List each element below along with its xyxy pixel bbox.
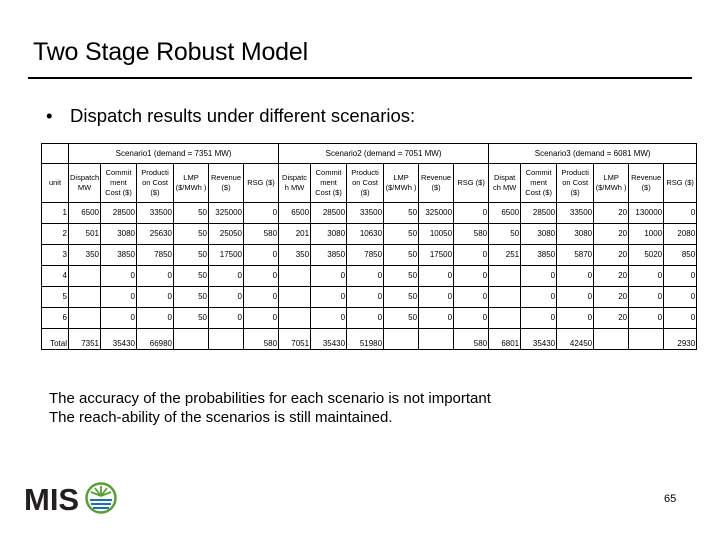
- unit-cell: 1: [42, 203, 69, 224]
- table-cell: 10050: [419, 224, 454, 245]
- table-cell: 35430: [311, 329, 347, 350]
- table-cell: 50: [384, 224, 419, 245]
- table-cell: [419, 329, 454, 350]
- footnote-line-2: The reach-ability of the scenarios is still maintained.: [49, 409, 393, 426]
- col-header: Dispatch MW: [69, 164, 101, 203]
- scenario-2-header: Scenario2 (demand = 7051 MW): [279, 144, 489, 164]
- table-cell: 20: [594, 308, 629, 329]
- unit-cell: 5: [42, 287, 69, 308]
- table-cell: 6801: [489, 329, 521, 350]
- table-cell: 3080: [101, 224, 137, 245]
- unit-cell: 4: [42, 266, 69, 287]
- col-header: LMP ($/MWh ): [384, 164, 419, 203]
- table-cell: 0: [664, 308, 697, 329]
- table-cell: 0: [557, 287, 594, 308]
- table-cell: 325000: [209, 203, 244, 224]
- footnote-line-1: The accuracy of the probabilities for each scenario is not important: [49, 390, 491, 407]
- table-cell: 0: [137, 308, 174, 329]
- table-cell: 325000: [419, 203, 454, 224]
- table-cell: 0: [311, 287, 347, 308]
- corner-cell: [42, 144, 69, 164]
- table-cell: 850: [664, 245, 697, 266]
- table-cell: 2080: [664, 224, 697, 245]
- col-header: Dispatc h MW: [279, 164, 311, 203]
- table-cell: 20: [594, 287, 629, 308]
- table-row: [42, 287, 697, 308]
- table-cell: 0: [664, 266, 697, 287]
- table-cell: [279, 308, 311, 329]
- table-cell: 50: [174, 203, 209, 224]
- table-row: [42, 245, 697, 266]
- table-cell: 0: [419, 266, 454, 287]
- table-cell: 0: [101, 287, 137, 308]
- table-cell: 0: [521, 308, 557, 329]
- table-cell: 0: [629, 308, 664, 329]
- table-cell: 0: [454, 266, 489, 287]
- table-cell: 50: [384, 245, 419, 266]
- table-cell: 33500: [347, 203, 384, 224]
- table-row: [42, 203, 697, 224]
- table-cell: 0: [664, 203, 697, 224]
- table-cell: 5020: [629, 245, 664, 266]
- table-cell: 0: [244, 266, 279, 287]
- bullet-text: Dispatch results under different scenarios:: [70, 105, 416, 126]
- scenario-1-header: Scenario1 (demand = 7351 MW): [69, 144, 279, 164]
- table-cell: 66980: [137, 329, 174, 350]
- col-header: Dispat ch MW: [489, 164, 521, 203]
- col-header: Commit ment Cost ($): [101, 164, 137, 203]
- table-cell: 2930: [664, 329, 697, 350]
- col-header: Commit ment Cost ($): [311, 164, 347, 203]
- table-cell: 1000: [629, 224, 664, 245]
- miso-logo: [24, 478, 120, 516]
- table-cell: 25630: [137, 224, 174, 245]
- table-cell: 17500: [419, 245, 454, 266]
- table-cell: 20: [594, 266, 629, 287]
- table-cell: 0: [347, 266, 384, 287]
- table-cell: 50: [174, 245, 209, 266]
- bullet-item: [46, 105, 415, 127]
- table-cell: [174, 329, 209, 350]
- table-row: [42, 329, 697, 350]
- table-cell: 0: [521, 287, 557, 308]
- col-header: Revenue ($): [629, 164, 664, 203]
- table-row: [42, 308, 697, 329]
- table-cell: 0: [419, 287, 454, 308]
- logo-sun-icon: [87, 484, 116, 513]
- table-cell: 0: [209, 287, 244, 308]
- table-cell: 5870: [557, 245, 594, 266]
- table-cell: 3850: [521, 245, 557, 266]
- table-cell: 3080: [311, 224, 347, 245]
- scenario-3-header: Scenario3 (demand = 6081 MW): [489, 144, 697, 164]
- table-cell: 20: [594, 203, 629, 224]
- table-cell: 0: [664, 287, 697, 308]
- table-cell: 28500: [521, 203, 557, 224]
- unit-header: unit: [42, 164, 69, 203]
- table-cell: 50: [384, 287, 419, 308]
- unit-cell: 2: [42, 224, 69, 245]
- col-header: RSG ($): [454, 164, 489, 203]
- table-cell: 50: [174, 308, 209, 329]
- table-cell: [489, 266, 521, 287]
- table-cell: 50: [384, 203, 419, 224]
- table-cell: 7850: [137, 245, 174, 266]
- table-cell: 51980: [347, 329, 384, 350]
- table-cell: 50: [384, 308, 419, 329]
- col-header: Producti on Cost ($): [137, 164, 174, 203]
- table-cell: 28500: [311, 203, 347, 224]
- table-cell: 6500: [279, 203, 311, 224]
- table-cell: 0: [244, 203, 279, 224]
- table-cell: 0: [101, 308, 137, 329]
- table-cell: 0: [137, 266, 174, 287]
- table-cell: 0: [101, 266, 137, 287]
- table-cell: 0: [629, 287, 664, 308]
- table-cell: 580: [244, 329, 279, 350]
- col-header: Commit ment Cost ($): [521, 164, 557, 203]
- dispatch-table-container: [41, 143, 696, 350]
- table-cell: 33500: [137, 203, 174, 224]
- table-cell: [489, 287, 521, 308]
- table-cell: 50: [174, 287, 209, 308]
- table-cell: 0: [557, 308, 594, 329]
- table-cell: 35430: [101, 329, 137, 350]
- bullet-dot: •: [46, 105, 53, 126]
- table-cell: 6500: [489, 203, 521, 224]
- table-cell: 130000: [629, 203, 664, 224]
- table-cell: 0: [347, 287, 384, 308]
- col-header: LMP ($/MWh ): [174, 164, 209, 203]
- table-cell: 580: [454, 329, 489, 350]
- table-cell: 251: [489, 245, 521, 266]
- table-cell: [209, 329, 244, 350]
- table-cell: 0: [454, 203, 489, 224]
- table-cell: 350: [69, 245, 101, 266]
- table-cell: 0: [137, 287, 174, 308]
- table-cell: 0: [244, 245, 279, 266]
- table-cell: 7850: [347, 245, 384, 266]
- table-cell: [594, 329, 629, 350]
- table-cell: 3080: [521, 224, 557, 245]
- table-cell: 201: [279, 224, 311, 245]
- unit-cell: Total: [42, 329, 69, 350]
- scenario-header-row: [42, 144, 697, 164]
- table-cell: 33500: [557, 203, 594, 224]
- col-header: RSG ($): [244, 164, 279, 203]
- table-cell: 6500: [69, 203, 101, 224]
- table-cell: [629, 329, 664, 350]
- col-header: Producti on Cost ($): [347, 164, 384, 203]
- table-cell: 0: [454, 287, 489, 308]
- table-cell: [279, 266, 311, 287]
- table-cell: 501: [69, 224, 101, 245]
- unit-cell: 3: [42, 245, 69, 266]
- col-header: Revenue ($): [209, 164, 244, 203]
- table-cell: 50: [384, 266, 419, 287]
- dispatch-results-table: [41, 143, 697, 350]
- title-underline: [28, 77, 692, 79]
- table-cell: 28500: [101, 203, 137, 224]
- table-cell: 35430: [521, 329, 557, 350]
- table-cell: 42450: [557, 329, 594, 350]
- logo-text: MIS: [24, 482, 80, 516]
- table-cell: 25050: [209, 224, 244, 245]
- table-cell: 7051: [279, 329, 311, 350]
- table-cell: 0: [521, 266, 557, 287]
- table-cell: 50: [489, 224, 521, 245]
- table-cell: 20: [594, 245, 629, 266]
- table-cell: 3850: [101, 245, 137, 266]
- table-cell: 0: [209, 266, 244, 287]
- table-cell: 50: [174, 224, 209, 245]
- table-cell: 7351: [69, 329, 101, 350]
- table-cell: 3080: [557, 224, 594, 245]
- table-cell: 0: [419, 308, 454, 329]
- col-header: Producti on Cost ($): [557, 164, 594, 203]
- col-header: LMP ($/MWh ): [594, 164, 629, 203]
- table-cell: 17500: [209, 245, 244, 266]
- column-header-row: [42, 164, 697, 203]
- table-cell: 0: [629, 266, 664, 287]
- table-cell: 350: [279, 245, 311, 266]
- slide-title: Two Stage Robust Model: [33, 38, 308, 66]
- table-cell: 580: [454, 224, 489, 245]
- col-header: RSG ($): [664, 164, 697, 203]
- table-row: [42, 266, 697, 287]
- table-cell: 0: [454, 308, 489, 329]
- table-cell: 0: [454, 245, 489, 266]
- table-cell: [489, 308, 521, 329]
- table-cell: [69, 287, 101, 308]
- table-cell: 0: [557, 266, 594, 287]
- page-number: 65: [664, 493, 677, 505]
- table-cell: 50: [174, 266, 209, 287]
- table-cell: 10630: [347, 224, 384, 245]
- table-cell: 3850: [311, 245, 347, 266]
- table-cell: 0: [311, 308, 347, 329]
- col-header: Revenue ($): [419, 164, 454, 203]
- table-cell: 0: [244, 287, 279, 308]
- unit-cell: 6: [42, 308, 69, 329]
- table-cell: [279, 287, 311, 308]
- table-cell: 0: [311, 266, 347, 287]
- table-cell: 0: [244, 308, 279, 329]
- footnote: [49, 389, 491, 427]
- table-row: [42, 224, 697, 245]
- table-cell: 580: [244, 224, 279, 245]
- table-cell: [69, 308, 101, 329]
- table-cell: [384, 329, 419, 350]
- table-cell: 0: [347, 308, 384, 329]
- table-cell: [69, 266, 101, 287]
- table-cell: 20: [594, 224, 629, 245]
- table-cell: 0: [209, 308, 244, 329]
